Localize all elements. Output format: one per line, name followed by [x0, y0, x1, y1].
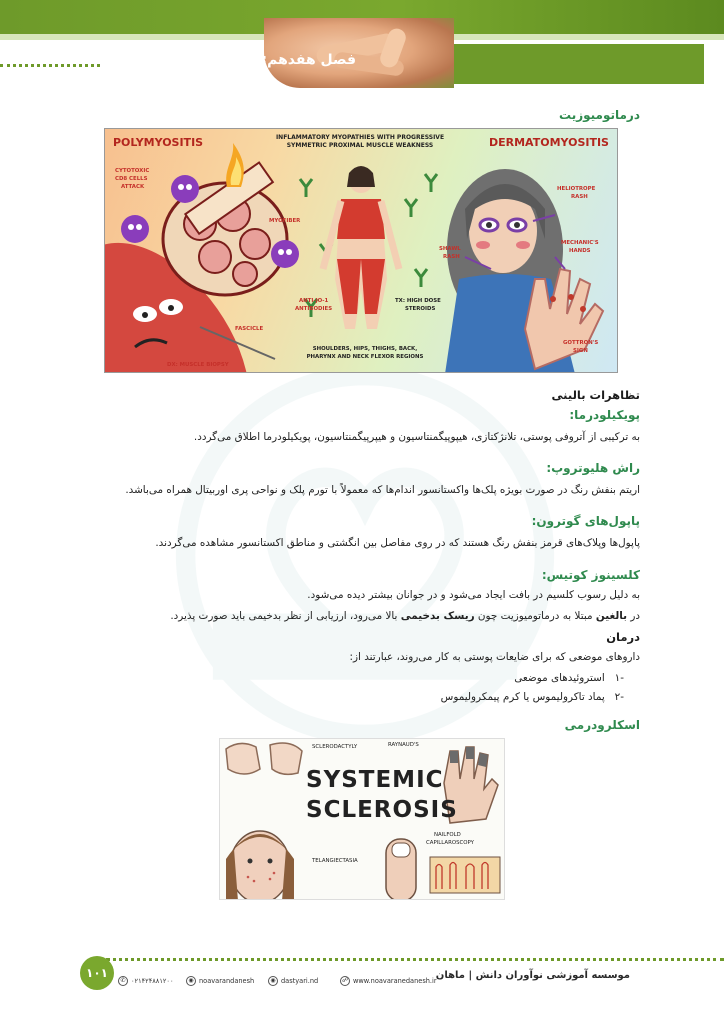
header-dotted-line: [0, 64, 100, 67]
phone-icon: ✆: [118, 976, 128, 986]
label-raynauds: RAYNAUD'S: [388, 742, 419, 748]
section-heading-scleroderma: اسکلرودرمی: [564, 718, 640, 732]
label-antibodies-2: ANTIBODIES: [295, 306, 333, 312]
footer-contacts: [118, 976, 462, 990]
label-gottron-1: GOTTRON'S: [563, 340, 599, 346]
poikiloderma-text: به ترکیبی از آتروفی پوستی، تلانژکتازی، هیپوپیگمنتاسیون و هیپرپیگمنتاسیون، پویکیلودرما اطلاق می‌گردد.: [193, 431, 640, 443]
label-dx-biopsy: DX: MUSCLE BIOPSY: [167, 362, 229, 368]
chapter-title: فصل هفدهم: بیماری‌های بافت همبند: [99, 52, 356, 68]
treatment-heading: درمان: [606, 630, 640, 644]
label-heliotrope-2: RASH: [571, 194, 588, 200]
poikiloderma-title: پویکیلودرما:: [569, 408, 640, 422]
label-regions-1: SHOULDERS, HIPS, THIGHS, BACK,: [312, 346, 418, 352]
label-sclerodactyly: SCLERODACTYLY: [312, 744, 358, 750]
footer-website[interactable]: ☍ www.noavaranedanesh.ir: [341, 977, 437, 985]
label-tx-1: TX: HIGH DOSE: [395, 298, 441, 304]
label-shawl-1: SHAWL: [439, 246, 461, 252]
label-telangiectasia: TELANGIECTASIA: [312, 858, 358, 864]
footer-instagram-2[interactable]: ◉ dastyari.nd: [268, 976, 318, 986]
systemic-sclerosis-illustration: [219, 738, 505, 900]
clinical-heading: تظاهرات بالینی: [551, 388, 640, 402]
label-center-title-1: INFLAMMATORY MYOPATHIES WITH PROGRESSIVE: [275, 134, 445, 141]
label-dermatomyositis: DERMATOMYOSITIS: [489, 136, 609, 149]
label-nailfold-2: CAPILLAROSCOPY: [426, 840, 474, 846]
globe-icon: ☍: [341, 977, 349, 984]
calcinosis-title: کلسینوز کوتیس:: [541, 568, 640, 582]
label-cytotoxic-3: ATTACK: [121, 184, 145, 190]
illustration-artwork: [105, 129, 618, 373]
label-antibodies-1: ANTI-JO-1: [299, 298, 329, 304]
treatment-intro: داروهای موضعی که برای ضایعات پوستی به کار می‌روند، عبارتند از:: [349, 651, 640, 663]
label-mechanics-2: HANDS: [569, 248, 591, 254]
heliotrope-text: اریتم بنفش رنگ در صورت بویژه پلک‌ها واکستانسور اندام‌ها که معمولاً با تورم پلک و نواحی پری اوربیتال همراه می‌باشد.: [125, 484, 640, 496]
label-cytotoxic-2: CD8 CELLS: [115, 176, 148, 182]
label-tx-2: STEROIDS: [405, 306, 436, 312]
label-gottron-2: SIGN: [573, 348, 588, 354]
footer-phone: ✆ ۰۲۱۴۲۴۸۸۱۲۰۰: [118, 976, 174, 986]
section-heading-dermatomyositis: درماتومیوزیت: [559, 108, 640, 122]
treatment-item: -۲ پماد تاکرولیموس یا کرم پیمکرولیموس: [440, 691, 624, 703]
dermatomyositis-illustration: [104, 128, 618, 373]
gottron-text: پاپول‌ها وپلاک‌های قرمز بنفش رنگ هستند که در روی مفاصل بین انگشتی و مناطق اکستانسور مشاهده می‌گردند.: [155, 537, 640, 549]
malignancy-text: در بالغین مبتلا به درماتومیوزیت چون ریسک بدخیمی بالا می‌رود، ارزیابی از نظر بدخیمی باید صورت پذیرد.: [170, 610, 640, 622]
label-nailfold-1: NAILFOLD: [434, 832, 461, 838]
figure-title-systemic: SYSTEMIC: [306, 767, 444, 793]
instagram-icon: ◉: [268, 976, 278, 986]
label-center-title-2: SYMMETRIC PROXIMAL MUSCLE WEAKNESS: [286, 142, 434, 149]
page-number: ۱۰۱: [80, 956, 114, 990]
label-heliotrope-1: HELIOTROPE: [557, 186, 596, 192]
treatment-item: -۱ استروئیدهای موضعی: [514, 672, 624, 684]
gottron-title: پاپول‌های گوترون:: [531, 514, 640, 528]
figure-title-sclerosis: SCLEROSIS: [306, 797, 458, 823]
instagram-icon: ◉: [186, 976, 196, 986]
page-header: [0, 0, 724, 84]
calcinosis-text: به دلیل رسوب کلسیم در بافت ایجاد می‌شود و در جوانان بیشتر دیده می‌شود.: [307, 589, 640, 601]
label-mechanics-1: MECHANIC'S: [561, 240, 599, 246]
footer-dotted-line: [106, 958, 724, 961]
label-regions-2: PHARYNX AND NECK FLEXOR REGIONS: [306, 354, 424, 360]
label-myofiber: MYOFIBER: [269, 218, 301, 224]
label-polymyositis: POLYMYOSITIS: [113, 136, 204, 149]
label-fascicle: FASCICLE: [235, 326, 264, 332]
footer-brand: موسسه آموزشی نوآوران دانش | ماهان: [435, 970, 630, 981]
label-cytotoxic-1: CYTOTOXIC: [115, 168, 150, 174]
label-shawl-2: RASH: [443, 254, 460, 260]
heliotrope-title: راش هلیوتروپ:: [546, 461, 640, 475]
footer-instagram-1[interactable]: ◉ noavarandanesh: [186, 976, 254, 986]
